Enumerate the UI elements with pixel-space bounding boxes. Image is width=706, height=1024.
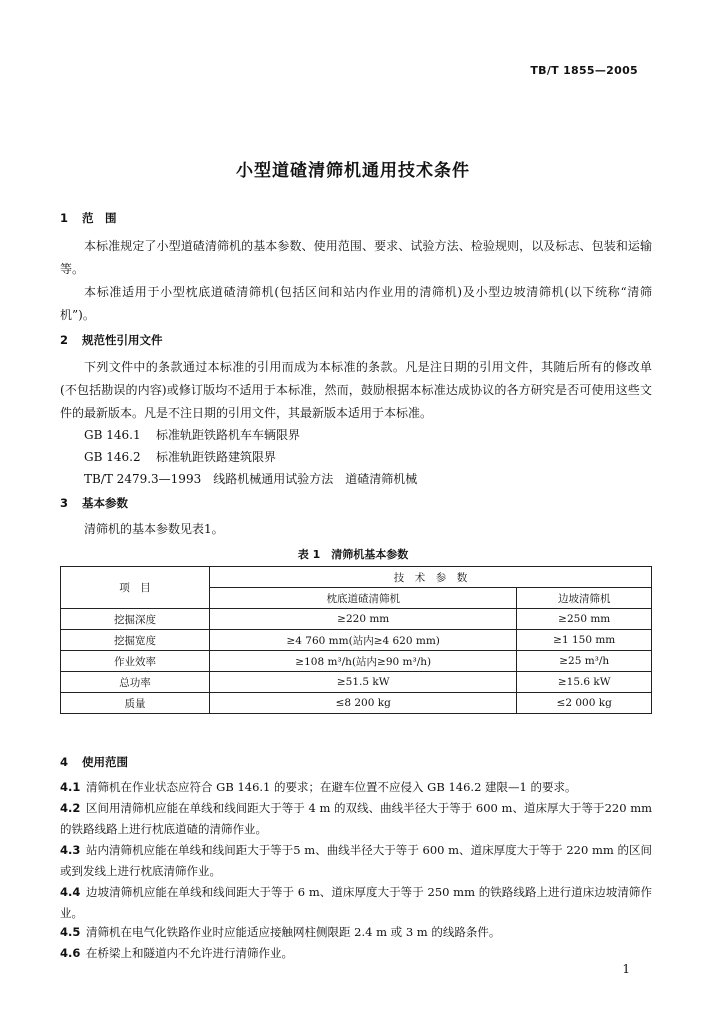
table-row: [61, 651, 652, 672]
reference-item: [84, 468, 417, 490]
standard-code: TB/T 1855—2005: [530, 64, 638, 77]
clause-number: 4.1: [60, 780, 81, 794]
reference-title: 标准轨距铁路机车车辆限界: [156, 428, 301, 442]
section-number: 1: [60, 211, 69, 225]
row-value-b: ≥1 150 mm: [517, 630, 652, 651]
section-number: 4: [60, 755, 69, 769]
table-row: [61, 630, 652, 651]
document-title: 小型道碴清筛机通用技术条件: [236, 161, 470, 181]
section-1-paragraph-1: 本标准规定了小型道碴清筛机的基本参数、使用范围、要求、试验方法、检验规则，以及标志、包装和运输等。: [60, 239, 652, 276]
page-number: 1: [622, 962, 630, 976]
basic-parameters-table: [60, 566, 652, 714]
header-technical-parameters: 技 术 参 数: [210, 567, 652, 588]
row-item: 总功率: [61, 672, 210, 693]
clause-4-5: [60, 922, 652, 943]
clause-text: 区间用清筛机应能在单线和线间距大于等于 4 m 的双线、曲线半径大于等于 600 m、道床厚大于等于220 mm的铁路线路上进行枕底道碴的清筛作业。: [60, 801, 652, 836]
section-2-heading: [60, 332, 163, 348]
reference-item: [84, 446, 276, 468]
row-value-a: ≥220 mm: [210, 609, 517, 630]
clause-4-1: [60, 777, 652, 798]
reference-title: 线路机械通用试验方法 道碴清筛机械: [213, 472, 418, 486]
row-value-a: ≥4 760 mm(站内≥4 620 mm): [210, 630, 517, 651]
clause-number: 4.4: [60, 885, 81, 899]
clause-text: 站内清筛机应能在单线和线间距大于等于5 m、曲线半径大于等于 600 m、道床厚度大于等于 220 mm 的区间或到发线上进行枕底清筛作业。: [60, 843, 652, 878]
section-title: 范 围: [82, 211, 117, 225]
section-1-paragraph-2: 本标准适用于小型枕底道碴清筛机(包括区间和站内作业用的清筛机)及小型边坡清筛机(以下统称“清筛机”)。: [60, 285, 652, 322]
table-header-row: [61, 567, 652, 588]
reference-title: 标准轨距铁路建筑限界: [156, 450, 277, 464]
clause-number: 4.5: [60, 925, 81, 939]
section-title: 基本参数: [82, 496, 128, 510]
row-item: 作业效率: [61, 651, 210, 672]
clause-text: 清筛机在电气化铁路作业时应能适应接触网柱侧限距 2.4 m 或 3 m 的线路条件。: [86, 925, 501, 939]
header-item: 项 目: [61, 567, 210, 609]
table-row: [61, 609, 652, 630]
row-item: 质量: [61, 693, 210, 714]
row-value-b: ≥25 m³/h: [517, 651, 652, 672]
section-4-heading: [60, 754, 128, 770]
clause-4-6: [60, 943, 652, 964]
table-caption: 表 1 清筛机基本参数: [297, 548, 409, 561]
reference-code: GB 146.1: [84, 428, 141, 442]
section-3-heading: [60, 495, 128, 511]
section-title: 使用范围: [82, 755, 128, 769]
clause-text: 在桥梁上和隧道内不允许进行清筛作业。: [86, 946, 293, 960]
section-2-paragraph-1: 下列文件中的条款通过本标准的引用而成为本标准的条款。凡是注日期的引用文件，其随后所有的修改单(不包括勘误的内容)或修订版均不适用于本标准，然而，鼓励根据本标准达成协议的各方研究是否可使用这些文件的最新版本。凡是不注日期的引用文件，其最新版本适用于本标准。: [60, 360, 652, 420]
clause-number: 4.6: [60, 946, 81, 960]
section-1-heading: [60, 210, 117, 226]
clause-4-4: [60, 882, 652, 924]
row-value-b: ≤2 000 kg: [517, 693, 652, 714]
row-value-a: ≤8 200 kg: [210, 693, 517, 714]
header-slope-cleaner: 边坡清筛机: [517, 588, 652, 609]
clause-number: 4.2: [60, 801, 81, 815]
section-number: 2: [60, 333, 69, 347]
row-item: 挖掘宽度: [61, 630, 210, 651]
clause-4-2: [60, 798, 652, 840]
reference-item: [84, 424, 300, 446]
row-value-b: ≥15.6 kW: [517, 672, 652, 693]
row-value-a: ≥51.5 kW: [210, 672, 517, 693]
reference-code: GB 146.2: [84, 450, 141, 464]
row-value-a: ≥108 m³/h(站内≥90 m³/h): [210, 651, 517, 672]
table-row: [61, 672, 652, 693]
section-title: 规范性引用文件: [82, 333, 163, 347]
clause-text: 清筛机在作业状态应符合 GB 146.1 的要求；在避车位置不应侵入 GB 146.2 建限—1 的要求。: [86, 780, 577, 794]
section-3-paragraph-1: 清筛机的基本参数见表1。: [84, 522, 224, 536]
section-number: 3: [60, 496, 69, 510]
reference-code: TB/T 2479.3—1993: [84, 472, 202, 486]
table-row: [61, 693, 652, 714]
clause-4-3: [60, 840, 652, 882]
clause-number: 4.3: [60, 843, 81, 857]
row-value-b: ≥250 mm: [517, 609, 652, 630]
row-item: 挖掘深度: [61, 609, 210, 630]
header-sleeper-cleaner: 枕底道碴清筛机: [210, 588, 517, 609]
clause-text: 边坡清筛机应能在单线和线间距大于等于 6 m、道床厚度大于等于 250 mm 的铁路线路上进行道床边坡清筛作业。: [60, 885, 652, 920]
